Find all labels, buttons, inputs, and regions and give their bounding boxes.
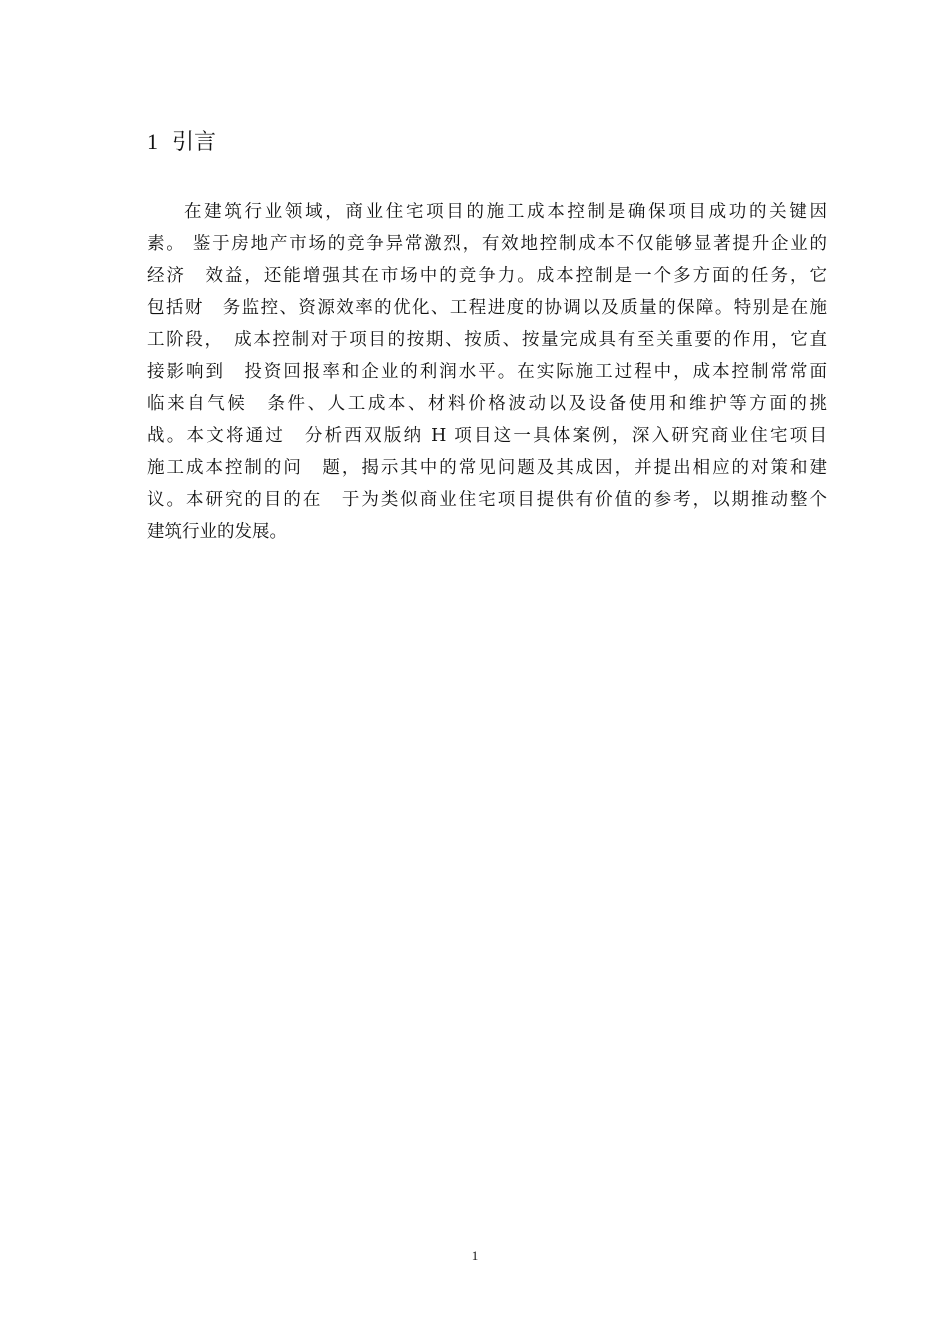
paragraph-line: 包括财 务监控、资源效率的优化、工程进度的协调以及质量的保障。特别是在施 <box>147 298 827 318</box>
page-number: 1 <box>471 1248 479 1263</box>
paragraph-line: 素。 鉴于房地产市场的竞争异常激烈，有效地控制成本不仅能够显著提升企业的 <box>147 234 827 254</box>
paragraph-line: 战。本文将通过 分析西双版纳 H 项目这一具体案例，深入研究商业住宅项目 <box>147 426 827 446</box>
paragraph-line: 工阶段， 成本控制对于项目的按期、按质、按量完成具有至关重要的作用，它直 <box>147 330 827 350</box>
paragraph-line: 接影响到 投资回报率和企业的利润水平。在实际施工过程中，成本控制常常面 <box>147 362 827 382</box>
paragraph-line: 临来自气候 条件、人工成本、材料价格波动以及设备使用和维护等方面的挑 <box>147 394 827 414</box>
paragraph-line: 施工成本控制的问 题，揭示其中的常见问题及其成因，并提出相应的对策和建 <box>147 458 827 478</box>
section-title: 引言 <box>172 130 217 155</box>
section-heading <box>147 126 216 159</box>
paragraph-line: 经济 效益，还能增强其在市场中的竞争力。成本控制是一个多方面的任务，它 <box>147 266 827 286</box>
section-number: 1 <box>147 129 158 154</box>
paragraph-line: 建筑行业的发展。 <box>147 522 287 542</box>
paragraph-line: 议。本研究的目的在 于为类似商业住宅项目提供有价值的参考，以期推动整个 <box>147 490 827 510</box>
introduction-paragraph <box>147 196 827 548</box>
paragraph-line: 在建筑行业领域，商业住宅项目的施工成本控制是确保项目成功的关键因 <box>184 202 827 222</box>
